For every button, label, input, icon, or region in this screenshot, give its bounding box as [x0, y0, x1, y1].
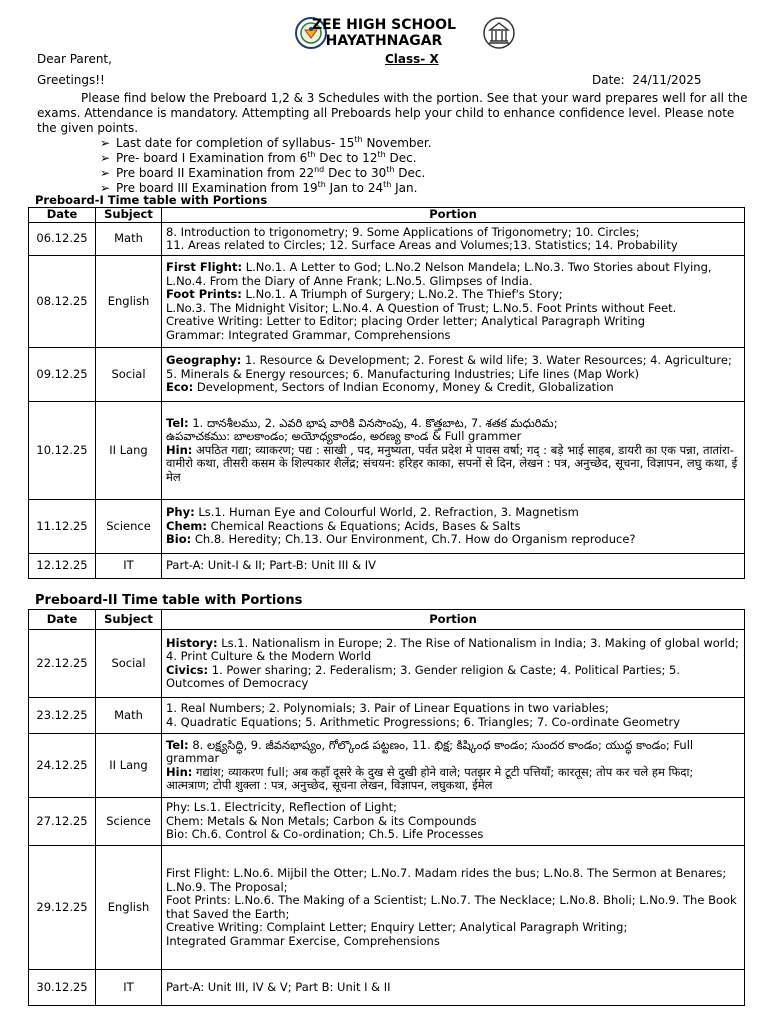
portion-text: Development, Sectors of Indian Economy, Money & Credit, Globalization: [193, 380, 614, 395]
portion-line: [166, 261, 740, 288]
subject-cell: Math: [96, 698, 162, 734]
portion-line: [166, 664, 740, 691]
portion-cell: [162, 846, 745, 970]
portion-text: Phy: Ls.1. Electricity, Reflection of Light;: [166, 800, 398, 815]
portion-text: 1. Power sharing; 2. Federalism; 3. Gender religion & Caste; 4. Political Parties; 5. Outcomes of Democracy: [166, 662, 680, 690]
date-cell: 30.12.25: [29, 970, 96, 1006]
portion-text: 4. Quadratic Equations; 5. Arithmetic Progressions; 6. Triangles; 7. Co-ordinate Geometry: [166, 714, 681, 729]
table-row: [29, 734, 745, 798]
table-row: [29, 630, 745, 698]
portion-label: Bio:: [166, 532, 192, 547]
table-header-row: [29, 208, 745, 223]
school-header: [0, 14, 768, 54]
portion-cell: [162, 970, 745, 1006]
portion-label: Hin:: [166, 442, 193, 457]
portion-text: Ch.8. Heredity; Ch.13. Our Environment, Ch.7. How do Organism reproduce?: [191, 532, 636, 547]
date-cell: 23.12.25: [29, 698, 96, 734]
salutation: Dear Parent,: [37, 52, 112, 66]
portion-label: Tel:: [166, 415, 189, 430]
subject-column-header: Subject: [96, 208, 162, 223]
portion-line: [166, 894, 740, 921]
portion-cell: [162, 554, 745, 579]
date-cell: 24.12.25: [29, 734, 96, 798]
table-header-row: [29, 610, 745, 630]
table-row: [29, 348, 745, 402]
table-row: [29, 698, 745, 734]
portion-text: Ls.1. Nationalism in Europe; 2. The Rise of Nationalism in India; 3. Making of global world;: [217, 635, 739, 650]
table-row: [29, 256, 745, 348]
date-cell: 12.12.25: [29, 554, 96, 579]
temple-emblem-icon: [482, 16, 516, 50]
date-cell: 08.12.25: [29, 256, 96, 348]
portion-label: Foot Prints:: [166, 287, 242, 301]
school-location: HAYATHNAGAR: [325, 33, 443, 49]
portion-line: [166, 315, 740, 329]
portion-line: [166, 302, 740, 316]
portion-cell: [162, 630, 745, 698]
portion-cell: [162, 402, 745, 500]
list-item: ➢ Pre- board I Examination from 6th Dec to 12th Dec.: [100, 150, 417, 165]
portion-line: [166, 368, 740, 382]
subject-cell: Science: [96, 798, 162, 846]
portion-line: [166, 520, 740, 534]
portion-line: [166, 430, 740, 444]
portion-cell: [162, 798, 745, 846]
subject-cell: Social: [96, 348, 162, 402]
school-name: ZEE HIGH SCHOOL: [312, 17, 456, 33]
subject-cell: Science: [96, 500, 162, 554]
portion-column-header: Portion: [162, 208, 745, 223]
portion-cell: [162, 698, 745, 734]
portion-cell: [162, 223, 745, 256]
table-row: [29, 798, 745, 846]
portion-line: [166, 828, 740, 842]
portion-line: [166, 239, 740, 253]
list-item: ➢ Last date for completion of syllabus- 15th November.: [100, 135, 432, 150]
key-points-list: [100, 136, 432, 196]
preboard1-title: Preboard-I Time table with Portions: [35, 193, 268, 207]
portion-label: Hin:: [166, 764, 193, 779]
portion-text: 8. Introduction to trigonometry; 9. Some Applications of Trigonometry; 10. Circles;: [166, 224, 640, 239]
subject-cell: English: [96, 256, 162, 348]
portion-text: Foot Prints: L.No.6. The Making of a Scientist; L.No.7. The Necklace; L.No.8. Bholi; L.No.9. The Book that Saved the Earth;: [166, 893, 737, 921]
portion-text: अपठित गद्या; व्याकरण; पद्य : साखी , पद, मनुष्यता, पर्वत प्रदेश मे पावस वर्षा; गद् : बड़े भाई साहब, डायरी का एक पन्ना, तातांरा- वामीरो कथा, तीसरी कसम के शिल्पकार शैलेंद्र; संचयन: हरिहर काका, सपनों से दिन, लेखन : पत्र, अनुच्छेद, सूचना, विज्ञापन, लघु कथा, ई मेल: [166, 442, 738, 484]
portion-column-header: Portion: [162, 610, 745, 630]
portion-line: [166, 637, 740, 651]
preboard2-table: [28, 609, 745, 1006]
portion-line: [166, 702, 740, 716]
portion-label: Tel:: [166, 737, 189, 752]
portion-label: Eco:: [166, 380, 194, 395]
table-row: [29, 846, 745, 970]
portion-line: [166, 226, 740, 240]
subject-cell: English: [96, 846, 162, 970]
portion-label: Chem:: [166, 518, 208, 533]
portion-line: [166, 354, 740, 368]
arrow-bullet-icon: ➢: [100, 136, 111, 150]
portion-text: Part-A: Unit-I & II; Part-B: Unit III & IV: [166, 558, 376, 573]
date-label: Date:: [592, 73, 625, 87]
preboard2-title: Preboard-II Time table with Portions: [35, 593, 303, 608]
list-item: ➢ Pre board II Examination from 22nd Dec to 30th Dec.: [100, 165, 426, 180]
date-cell: 27.12.25: [29, 798, 96, 846]
date-cell: 11.12.25: [29, 500, 96, 554]
date-cell: 29.12.25: [29, 846, 96, 970]
portion-text: 5. Minerals & Energy resources; 6. Manufacturing Industries; Life lines (Map Work): [166, 366, 640, 381]
portion-text: 1. దానశీలము, 2. ఎవరి భాష వారికి వినసొంపు, 4. కొత్తబాట, 7. శతక మధురిమ;: [188, 415, 558, 430]
intro-paragraph: Please find below the Preboard 1,2 & 3 Schedules with the portion. See that your ward prepares well for all the exams. Attendance is mandatory. Attempting all Preboards help your child to enhance confidence level. Please note the given points.: [37, 91, 748, 135]
portion-text: Creative Writing: Complaint Letter; Enquiry Letter; Analytical Paragraph Writing;: [166, 920, 628, 934]
portion-text: Part-A: Unit III, IV & V; Part B: Unit I & II: [166, 979, 391, 994]
subject-cell: IT: [96, 970, 162, 1006]
portion-label: Civics:: [166, 662, 209, 677]
portion-text: ఉపవాచకము: బాలకాండం; అయోధ్యకాండం, అరణ్య కాండ & Full grammer: [166, 429, 522, 444]
date-cell: 10.12.25: [29, 402, 96, 500]
portion-line: [166, 506, 740, 520]
portion-line: [166, 935, 740, 949]
table-row: [29, 402, 745, 500]
subject-cell: II Lang: [96, 734, 162, 798]
date-value: 24/11/2025: [632, 73, 702, 87]
table-row: [29, 223, 745, 256]
preboard1-table: [28, 207, 745, 579]
portion-text: L.No.3. The Midnight Visitor; L.No.4. A Question of Trust; L.No.5. Foot Prints without Feet.: [166, 300, 677, 315]
portion-line: [166, 444, 740, 485]
portion-text: 4. Print Culture & the Modern World: [166, 649, 372, 663]
portion-line: [166, 981, 740, 995]
portion-line: [166, 417, 740, 431]
date-cell: 09.12.25: [29, 348, 96, 402]
arrow-bullet-icon: ➢: [100, 166, 111, 180]
portion-label: Phy:: [166, 505, 195, 520]
table-row: [29, 554, 745, 579]
arrow-bullet-icon: ➢: [100, 181, 111, 195]
class-label: Class- X: [385, 52, 439, 66]
portion-text: L.No.1. A Triumph of Surgery; L.No.2. The Thief's Story;: [241, 287, 563, 301]
portion-line: [166, 533, 740, 547]
portion-line: [166, 650, 740, 664]
portion-line: [166, 288, 740, 302]
date-column-header: Date: [29, 610, 96, 630]
portion-line: [166, 739, 740, 766]
portion-label: History:: [166, 635, 218, 650]
portion-text: Integrated Grammar Exercise, Comprehensions: [166, 933, 440, 948]
portion-text: Bio: Ch.6. Control & Co-ordination; Ch.5. Life Processes: [166, 827, 484, 842]
portion-line: [166, 381, 740, 395]
portion-line: [166, 921, 740, 935]
portion-label: Geography:: [166, 353, 242, 368]
date-cell: 22.12.25: [29, 630, 96, 698]
portion-line: [166, 716, 740, 730]
subject-cell: Math: [96, 223, 162, 256]
portion-line: [166, 815, 740, 829]
portion-line: [166, 766, 740, 793]
date-cell: 06.12.25: [29, 223, 96, 256]
letter-date: [592, 73, 702, 88]
portion-text: Ls.1. Human Eye and Colourful World, 2. Refraction, 3. Magnetism: [194, 505, 579, 520]
portion-text: Chemical Reactions & Equations; Acids, Bases & Salts: [207, 518, 521, 533]
portion-text: 1. Real Numbers; 2. Polynomials; 3. Pair of Linear Equations in two variables;: [166, 701, 609, 715]
portion-line: [166, 329, 740, 343]
list-item: ➢ Pre board III Examination from 19th Jan to 24th Jan.: [100, 180, 418, 195]
portion-text: Creative Writing: Letter to Editor; placing Order letter; Analytical Paragraph Writing: [166, 314, 646, 328]
portion-line: [166, 801, 740, 815]
portion-line: [166, 559, 740, 573]
subject-cell: Social: [96, 630, 162, 698]
subject-column-header: Subject: [96, 610, 162, 630]
table-row: [29, 500, 745, 554]
subject-cell: II Lang: [96, 402, 162, 500]
portion-cell: [162, 348, 745, 402]
portion-text: 8. లక్ష్యసిద్ధి, 9. జీవనభాష్యం, గోల్కొండ పట్టణం, 11. భిక్ష; కిష్కింధ కాండం; సుందర కాండం; యుద్ధ కాండం; Full grammar: [166, 737, 694, 765]
arrow-bullet-icon: ➢: [100, 151, 111, 165]
portion-text: गद्यांश; व्याकरण full; अब कहाँ दूसरे के दुख से दुखी होने वाले; पतझर मे टूटी पत्तियाँ; कारतूस; तोप कर चले हम फिदा; आत्मत्राण; टोपी शुक्ला : पत्र, अनुच्छेद, सूचना लेखन, विज्ञापन, लघुकथा, ईमेल: [166, 764, 694, 792]
table-row: [29, 970, 745, 1006]
portion-text: 1. Resource & Development; 2. Forest & wild life; 3. Water Resources; 4. Agriculture;: [241, 353, 732, 368]
portion-text: First Flight: L.No.6. Mijbil the Otter; L.No.7. Madam rides the bus; L.No.8. The Sermon at Benares; L.No.9. The Proposal;: [166, 866, 727, 894]
greeting: Greetings!!: [37, 73, 105, 87]
portion-text: Chem: Metals & Non Metals; Carbon & its Compounds: [166, 813, 477, 828]
portion-cell: [162, 734, 745, 798]
portion-label: First Flight:: [166, 260, 243, 274]
portion-text: 11. Areas related to Circles; 12. Surface Areas and Volumes;13. Statistics; 14. Probability: [166, 238, 678, 252]
date-column-header: Date: [29, 208, 96, 223]
portion-cell: [162, 500, 745, 554]
subject-cell: IT: [96, 554, 162, 579]
portion-text: Grammar: Integrated Grammar, Comprehensions: [166, 327, 451, 342]
portion-text: L.No.1. A Letter to God; L.No.2 Nelson Mandela; L.No.3. Two Stories about Flying, L.No.4. From the Diary of Anne Frank; L.No.5. Glimpses of India.: [166, 260, 712, 288]
portion-line: [166, 867, 740, 894]
portion-cell: [162, 256, 745, 348]
